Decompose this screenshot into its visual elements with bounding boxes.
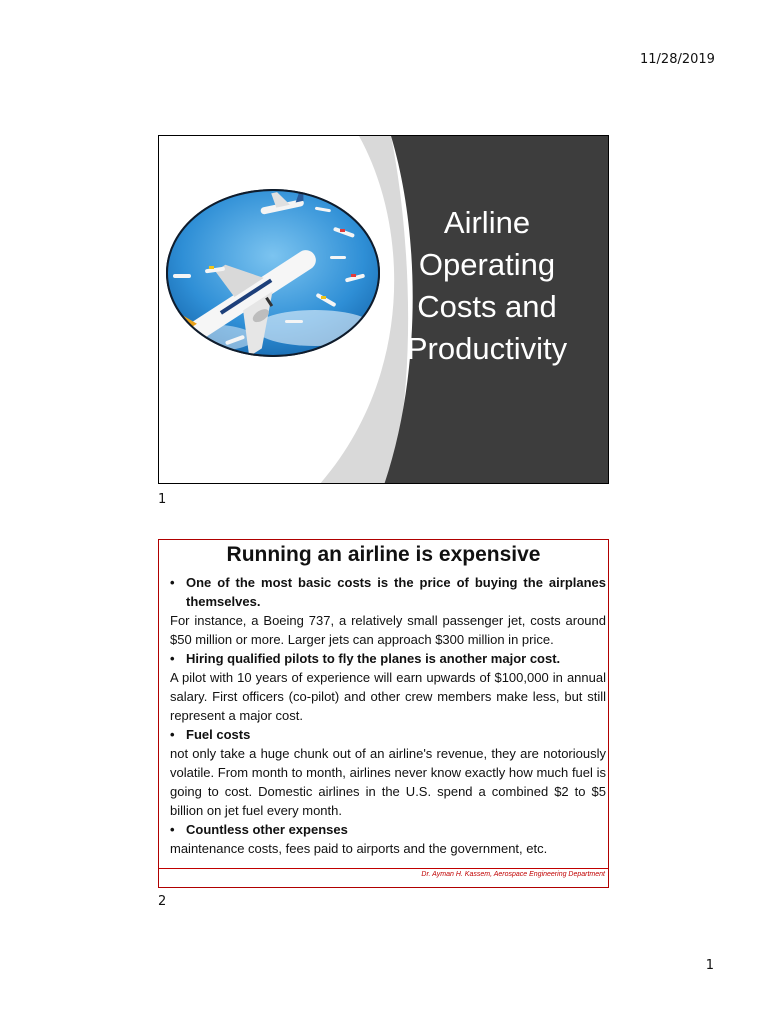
title-line-4: Productivity <box>406 331 568 366</box>
bullet-item <box>170 649 606 668</box>
paragraph: A pilot with 10 years of experience will earn upwards of $100,000 in annual salary. First officers (co-pilot) and other crew members make less, but still represent a major cost. <box>170 670 606 723</box>
paragraph: not only take a huge chunk out of an airline's revenue, they are notoriously volatile. From month to month, airlines never know exactly how much fuel is going to cost. Domestic airlines in the U.S. spend a combined $2 to $5 billion on jet fuel every month. <box>170 746 606 818</box>
slide-2-footer: Dr. Ayman H. Kassem, Aerospace Engineering Department <box>421 871 605 878</box>
bullet-dot: • <box>170 727 175 742</box>
page-date: 11/28/2019 <box>640 52 715 67</box>
bullet-text: Countless other expenses <box>186 822 348 837</box>
bullet-item <box>170 820 606 839</box>
title-line-3: Costs and <box>417 289 557 324</box>
bullet-text: One of the most basic costs is the price of buying the airplanes themselves. <box>186 575 606 609</box>
bullet-dot: • <box>170 575 175 590</box>
bullet-text: Fuel costs <box>186 727 251 742</box>
slide-1 <box>158 135 609 484</box>
title-line-1: Airline <box>443 205 531 240</box>
slide-1-number: 1 <box>158 492 167 507</box>
footer-divider <box>159 868 608 869</box>
paragraph: maintenance costs, fees paid to airports and the government, etc. <box>170 841 548 856</box>
bullet-dot: • <box>170 822 175 837</box>
bullet-text: Hiring qualified pilots to fly the planes is another major cost. <box>186 651 561 666</box>
title-line-2: Operating <box>418 247 556 282</box>
paragraph: For instance, a Boeing 737, a relatively small passenger jet, costs around $50 million or more. Larger jets can approach $300 million in price. <box>170 613 606 647</box>
airplanes-sky-image <box>165 188 381 358</box>
bullet-dot: • <box>170 651 175 666</box>
bullet-item <box>170 725 606 744</box>
slide-2-number: 2 <box>158 894 167 909</box>
slide-2-body <box>170 573 606 858</box>
slide-1-title <box>387 202 587 370</box>
bullet-item <box>170 573 606 611</box>
slide-2-title: Running an airline is expensive <box>226 543 541 566</box>
page-number: 1 <box>705 958 714 973</box>
slide-2 <box>158 539 609 888</box>
